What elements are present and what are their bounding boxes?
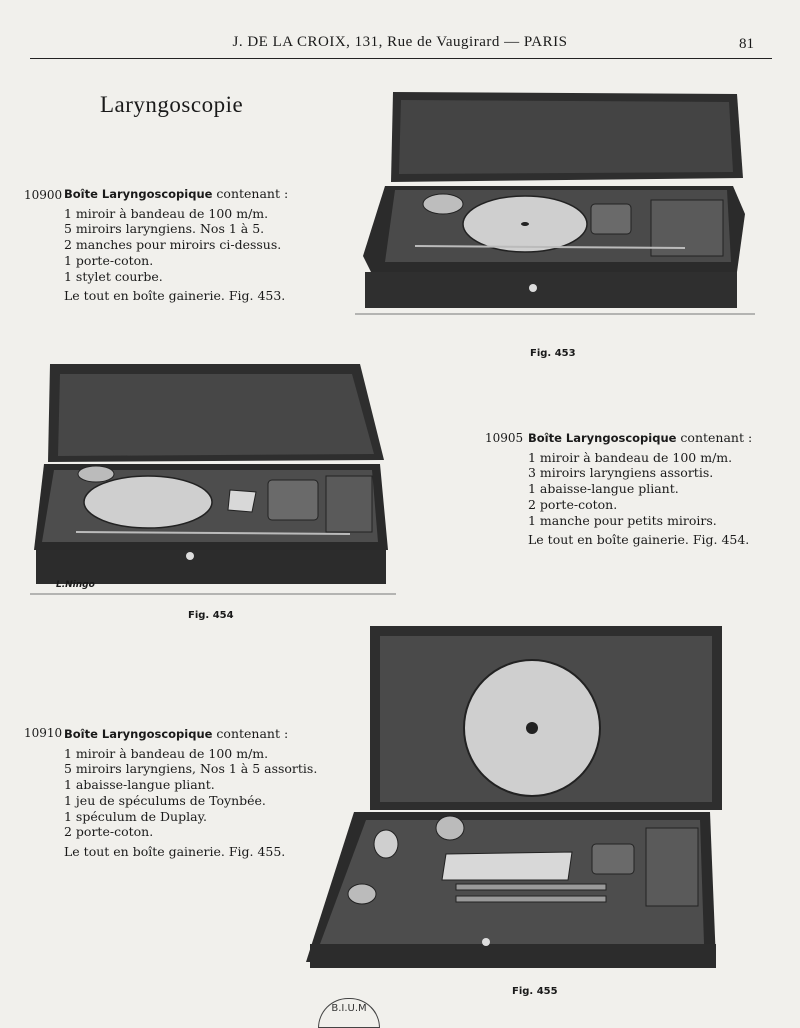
heading-suffix: contenant : xyxy=(676,430,753,445)
content-line: 3 miroirs laryngiens assortis. xyxy=(528,465,714,481)
figure-454-illustration xyxy=(30,360,396,600)
content-line: 1 abaisse-langue pliant. xyxy=(64,777,215,793)
content-line: 1 manche pour petits miroirs. xyxy=(528,512,717,528)
content-line: 1 spéculum de Duplay. xyxy=(64,808,207,824)
closing-line: Le tout en boîte gainerie. Fig. 454. xyxy=(528,532,750,548)
content-line: 5 miroirs laryngiens. Nos 1 à 5. xyxy=(64,221,265,237)
entry-heading xyxy=(528,430,752,447)
figure-caption: Fig. 453 xyxy=(530,348,576,359)
product-name: Boîte Laryngoscopique xyxy=(528,431,677,445)
content-line: 5 miroirs laryngiens, Nos 1 à 5 assortis. xyxy=(64,761,318,777)
item-code: 10910 xyxy=(24,726,63,740)
running-header: J. DE LA CROIX, 131, Rue de Vaugirard — PARIS xyxy=(232,34,568,50)
content-line: 1 stylet courbe. xyxy=(64,268,163,284)
header-rule xyxy=(30,58,772,59)
product-name: Boîte Laryngoscopique xyxy=(64,187,213,201)
catalog-entry-10910 xyxy=(24,726,318,860)
library-stamp: B.I.U.M xyxy=(318,998,380,1028)
content-line: 2 porte-coton. xyxy=(64,824,154,840)
figure-caption: Fig. 455 xyxy=(512,986,558,997)
entry-heading xyxy=(64,726,317,743)
figure-455-illustration xyxy=(296,622,736,980)
content-line: 1 abaisse-langue pliant. xyxy=(528,481,679,497)
item-code: 10900 xyxy=(24,188,63,202)
page-number: 81 xyxy=(739,36,754,52)
catalog-entry-10905 xyxy=(485,430,753,548)
content-line: 1 jeu de spéculums de Toynbée. xyxy=(64,792,266,808)
content-line: 1 miroir à bandeau de 100 m/m. xyxy=(528,449,733,465)
content-line: 1 miroir à bandeau de 100 m/m. xyxy=(64,205,269,221)
section-title: Laryngoscopie xyxy=(100,92,244,117)
catalog-entry-10900 xyxy=(24,186,289,304)
content-line: 1 miroir à bandeau de 100 m/m. xyxy=(64,745,269,761)
engraver-signature: L.Ningo xyxy=(56,580,95,590)
figure-caption: Fig. 454 xyxy=(188,610,234,621)
content-line: 1 porte-coton. xyxy=(64,252,154,268)
figure-453-illustration xyxy=(355,86,755,318)
entry-heading xyxy=(64,186,288,203)
product-name: Boîte Laryngoscopique xyxy=(64,727,213,741)
content-line: 2 manches pour miroirs ci-dessus. xyxy=(64,237,282,253)
item-code: 10905 xyxy=(485,431,524,445)
heading-suffix: contenant : xyxy=(212,726,289,741)
heading-suffix: contenant : xyxy=(212,186,289,201)
closing-line: Le tout en boîte gainerie. Fig. 453. xyxy=(64,288,286,304)
content-line: 2 porte-coton. xyxy=(528,496,618,512)
closing-line: Le tout en boîte gainerie. Fig. 455. xyxy=(64,843,286,859)
